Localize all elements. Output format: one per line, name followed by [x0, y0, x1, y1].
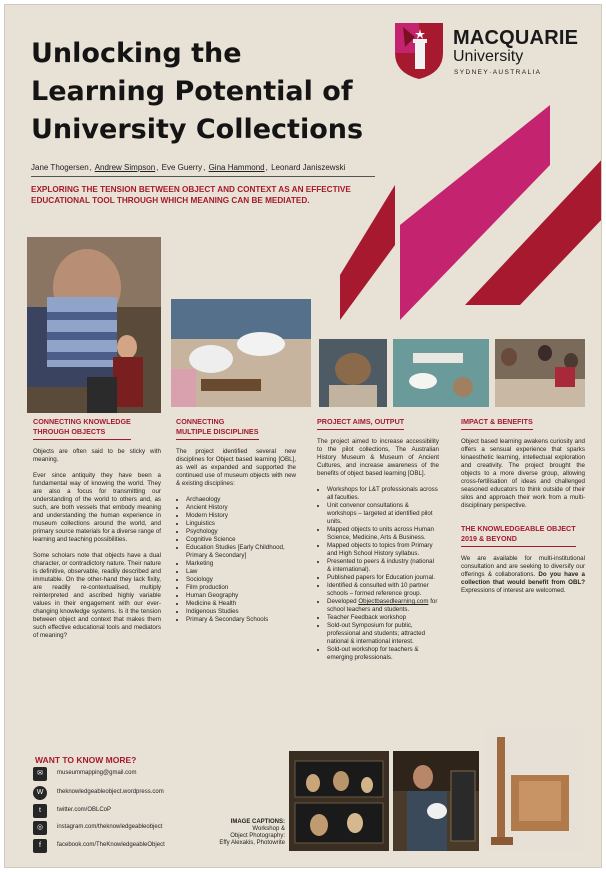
column-project-aims — [317, 417, 439, 662]
col2-intro: The project identified several new disciplines for Object based learning [OBL], as well as expanded and supported the continued use of museum objects with new & existing disciplines: — [176, 448, 296, 487]
logo-line-2: University — [453, 48, 524, 65]
university-logo — [395, 23, 595, 87]
poster — [4, 4, 602, 868]
instagram-icon: ◎ — [33, 821, 47, 835]
list-item: • Primary & Secondary Schools — [186, 616, 296, 624]
col4-paragraph-1: Object based learning awakens curiosity and offers a sensual experience that sparks kinaesthetic learning, intellectual exploration and creativity. The project brought the objects to a more diverse group, allowing cross-fertilisation of ideas and challenged seasoned educators to think outside of their silos and approach their work from a multi-disciplinary perspective. — [461, 438, 585, 509]
contact-twitter-text[interactable]: twitter.com/OBLCoP — [57, 807, 112, 813]
list-item: • Workshops for L&T professionals across all faculties. — [327, 486, 439, 502]
contact-email-text[interactable]: museummapping@gmail.com — [57, 770, 137, 776]
col1-heading-line-1: CONNECTING KNOWLEDGE — [33, 417, 131, 426]
col4-heading-2 — [461, 524, 576, 547]
curator-photo — [393, 751, 479, 851]
captions-line-3: Effy Alexakis, Photowrite — [219, 840, 285, 846]
col4-heading-2-line-1: THE KNOWLEDGEABLE OBJECT — [461, 524, 576, 533]
list-item: • Marketing — [186, 560, 296, 568]
col4-p2-end: Expressions of interest are welcomed. — [461, 587, 566, 594]
col4-paragraph-2 — [461, 555, 585, 595]
author-2[interactable]: Andrew Simpson — [94, 163, 156, 172]
list-item: • Archaeology — [186, 496, 296, 504]
list-item: • Identified & consulted with 10 partner schools – formed reference group. — [327, 582, 439, 598]
twitter-icon: t — [33, 804, 47, 818]
col2-heading — [176, 417, 259, 440]
list-item: • Education Studies [Early Childhood, Primary & Secondary] — [186, 544, 296, 560]
list-item: • Published papers for Education journal. — [327, 574, 439, 582]
aims-list — [317, 486, 439, 662]
speaker-photo — [27, 237, 161, 413]
col1-paragraph-1: Objects are often said to be sticky with meaning. — [33, 448, 161, 463]
list-item: • Law — [186, 568, 296, 576]
captions-line-1: Workshop & — [252, 826, 285, 832]
list-item: • Linguistics — [186, 520, 296, 528]
logo-line-3: SYDNEY·AUSTRALIA — [454, 69, 542, 76]
list-item: • Indigenous Studies — [186, 608, 296, 616]
list-item: • Psychology — [186, 528, 296, 536]
author-1: Jane Thogersen — [31, 163, 89, 172]
contact-heading: WANT TO KNOW MORE? — [35, 755, 137, 765]
list-item: • Unit convenor consultations & workshops – targeted at identified pilot units. — [327, 502, 439, 526]
website-link[interactable]: Objectbasedlearning.com — [358, 598, 429, 605]
crest-icon — [395, 23, 443, 79]
list-item: • Mapped objects to units across Human Science, Medicine, Arts & Business. — [327, 526, 439, 542]
captions-line-2: Object Photography: — [230, 833, 285, 839]
col2-heading-line-2: MULTIPLE DISCIPLINES — [176, 427, 259, 436]
object-photo-2 — [393, 339, 489, 407]
title-line-2: Learning Potential of — [31, 76, 353, 107]
captions-title: IMAGE CAPTIONS: — [230, 819, 285, 825]
author-3: Eve Guerry — [161, 163, 203, 172]
list-item: • Medicine & Health — [186, 600, 296, 608]
developed-prefix: Developed — [327, 598, 359, 605]
col1-heading-line-2: THROUGH OBJECTS — [33, 427, 106, 436]
title-line-1: Unlocking the — [31, 38, 242, 69]
col3-intro: The project aimed to increase accessibility to the pilot collections, The Australian History Museum & Museum of Ancient Cultures, and increase awareness of the benefits of object based learning [OBL]. — [317, 438, 439, 477]
object-photo-1 — [319, 339, 387, 407]
list-item: • Mapped objects to topics from Primary and High School History syllabus. — [327, 542, 439, 558]
column-impact — [461, 417, 585, 603]
column-multiple-disciplines — [176, 417, 296, 624]
column-connecting-knowledge — [33, 417, 161, 648]
list-item: • Sold-out Symposium for public, professional and students; attracted national & international interest. — [327, 622, 439, 646]
author-list: Jane Thogersen, Andrew Simpson, Eve Guerry, Gina Hammond, Leonard Janiszewski — [31, 163, 346, 172]
poster-title — [31, 35, 391, 149]
col3-heading: PROJECT AIMS, OUTPUT — [317, 417, 404, 430]
col4-p2-question: Do you have a collection that would benefit from OBL? — [461, 571, 585, 586]
list-item: • Sold-out workshop for teachers & emerging professionals. — [327, 646, 439, 662]
list-item: • Teacher Feedback workshop — [327, 614, 439, 622]
workshop-hands-photo — [171, 299, 311, 407]
col1-paragraph-3: Some scholars note that objects have a dual character, or contradictory nature. Their nature is definitive, observable, readily described and immutable. On the other-hand they lack fixity, are readily re-contextualised, multiply reinterpreted and ascribed highly variable values in their engagement with our ever-changing knowledge systems. Is it the tension between object and context that makes them such effective educational tools and mediators of meaning? — [33, 552, 161, 639]
contact-instagram-text[interactable]: instagram.com/theknowledgeableobject — [57, 824, 163, 830]
col4-heading: IMPACT & BENEFITS — [461, 417, 533, 430]
col1-heading — [33, 417, 131, 440]
list-item: • Sociology — [186, 576, 296, 584]
wordpress-icon: W — [33, 786, 47, 800]
col1-paragraph-2: Ever since antiquity they have been a fundamental way of knowing the world. They are also a focus for transmitting our understanding of the world to others and, as such, are both vessels that embody meaning and understanding the human experience in museum collections around the world, and primary source materials for a diverse range of learning and teaching possibilities. — [33, 472, 161, 543]
author-5: Leonard Janiszewski — [271, 163, 346, 172]
list-item: • Film production — [186, 584, 296, 592]
title-line-3: University Collections — [31, 114, 364, 145]
facebook-icon: f — [33, 839, 47, 853]
list-item: • Cognitive Science — [186, 536, 296, 544]
email-icon: ✉ — [33, 767, 47, 781]
col4-p2-start: We are available for multi-institutional consultation and are seeking to diversify our offerings & collaborations. — [461, 555, 585, 578]
wooden-object-photo — [485, 727, 585, 851]
contact-wordpress-text[interactable]: theknowledgeableobject.wordpress.com — [57, 789, 164, 795]
display-case-photo — [289, 751, 389, 851]
list-item: • Human Geography — [186, 592, 296, 600]
list-item: • Ancient History — [186, 504, 296, 512]
image-captions — [185, 819, 285, 847]
list-item: • Presented to peers & industry (national & international). — [327, 558, 439, 574]
col4-heading-2-line-2: 2019 & BEYOND — [461, 534, 517, 543]
developed-suffix: for school teachers and students. — [327, 598, 438, 613]
author-4[interactable]: Gina Hammond — [208, 163, 265, 172]
list-item: • Modern History — [186, 512, 296, 520]
subheading: EXPLORING THE TENSION BETWEEN OBJECT AND CONTEXT AS AN EFFECTIVE EDUCATIONAL TOOL THROUGH WHICH MEANING CAN BE MEDIATED. — [31, 185, 351, 205]
contact-facebook-text[interactable]: facebook.com/TheKnowledgeableObject — [57, 842, 165, 848]
title-divider — [31, 176, 375, 177]
list-item-developed — [327, 598, 439, 614]
group-photo — [495, 339, 585, 407]
decorative-ribbons — [340, 105, 602, 320]
logo-line-1: MACQUARIE — [453, 27, 579, 49]
col2-heading-line-1: CONNECTING — [176, 417, 225, 426]
discipline-list — [176, 496, 296, 624]
